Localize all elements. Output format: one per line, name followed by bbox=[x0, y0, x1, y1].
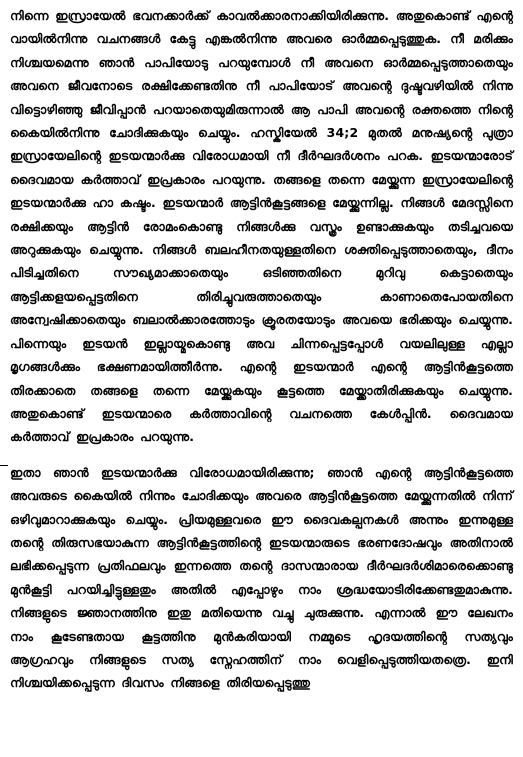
paragraph: നിന്നെ ഇസ്രായേൽ ഭവനക്കാർക്ക് കാവൽക്കാരനാക്കിയിരിക്കുന്നു. അതുകൊണ്ട് എന്റെ വായിൽനിന്നു വചനങ്ങൾ കേട്ടു എങ്കൽനിന്നു അവരെ ഓർമ്മപ്പെടുത്തുക. നീ മരിക്കും നിശ്ചയമെന്നു ഞാൻ പാപിയോടു പറയുമ്പോൾ നീ അവനെ ഓർമ്മപ്പെടുത്താതെയും അവനെ ജീവനോടെ രക്ഷിക്കേണ്ടതിനു നീ പാപിയോട് അവന്റെ ദുഷ്ടവഴിയിൽ നിന്നു വിട്ടൊഴിഞ്ഞു ജീവിപ്പാൻ പറയാതെയുമിരുന്നാൽ ആ പാപി അവന്റെ രക്തത്തെ നിന്റെ കൈയിൽനിന്നു ചോദിക്കുകയും ചെയ്യും. ഹസ്കിയേൽ 34;2 മുതൽ മനുഷ്യന്റെ പുത്രാ ഇസ്രായേലിന്റെ ഇടയന്മാർക്കു വിരോധമായി നീ ദീർഘദർശനം പറക. ഇടയന്മാരോട് ദൈവമായ കർത്താവ് ഇപ്രകാരം പറയുന്നു. തങ്ങളെ തന്നെ മേയ്ക്കുന്ന ഇസ്രായേലിന്റെ ഇടയന്മാർക്കു ഹാ കഷ്ടം. ഇടയന്മാർ ആട്ടിൻകൂട്ടങ്ങളെ മേയ്ക്കുന്നില്ല. നിങ്ങൾ മേദസ്സിനെ രക്ഷിക്കയും ആട്ടിൻ രോമംകൊണ്ടു നിങ്ങൾക്കു വസ്ത്രം ഉണ്ടാക്കുകയും തടിച്ചവയെ അറുക്കുകയും ചെയ്യുന്നു. നിങ്ങൾ ബലഹീനതയുള്ളതിനെ ശക്തിപ്പെടുത്താതെയും, ദീനം പിടിച്ചതിനെ സൗഖ്യമാക്കാതെയും ഒടിഞ്ഞതിനെ മുറിവു കെട്ടാതെയും ആട്ടിക്കളയപ്പെട്ടതിനെ തിരിച്ചുവരുത്താതെയും കാണാതെപോയതിനെ അന്വേഷിക്കാതെയും ബലാൽക്കാരത്തോടും ക്രൂരതയോടും അവയെ ഭരിക്കയും ചെയ്യുന്നു. പിന്നെയും ഇടയൻ ഇല്ലായ്മകൊണ്ടു അവ ചിന്നപ്പെട്ടപ്പോൾ വയലിലുള്ള എല്ലാ മൃഗങ്ങൾക്കും ഭക്ഷണമായിത്തീർന്നു. എന്റെ ഇടയന്മാർ എന്റെ ആട്ടിൻകൂട്ടത്തെ തിരക്കാതെ തങ്ങളെ തന്നെ മേയ്ക്കുകയും കൂട്ടത്തെ മേയ്ക്കാതിരിക്കുകയും ചെയ്യുന്നു. അതുകൊണ്ട് ഇടയന്മാരെ കർത്താവിന്റെ വചനത്തെ കേൾപ്പിൻ. ദൈവമായ കർത്താവ് ഇപ്രകാരം പറയുന്നു. bbox=[10, 8, 513, 445]
paragraph: ഇതാ ഞാൻ ഇടയന്മാർക്കു വിരോധമായിരിക്കുന്നു; ഞാൻ എന്റെ ആട്ടിൻകൂട്ടത്തെ അവരുടെ കൈയിൽ നിന്നും ചോദിക്കയും അവരെ ആട്ടിൻകൂട്ടത്തെ മേയ്ക്കുന്നതിൽ നിന്ന് ഒഴിവുമാറാക്കുകയും ചെയ്യും. പ്രിയമുള്ളവരെ ഈ ദൈവകല്പനകൾ അന്നും ഇന്നുമുള്ള തന്റെ തിരുസഭയാകുന്ന ആട്ടിൻകൂട്ടത്തിന്റെ ഇടയന്മാരുടെ ഭരണദോഷവും അതിനാൽ ലഭിക്കപ്പെടുന്ന പ്രതിഫലവും ഇന്നത്തെ തന്റെ ദാസന്മാരായ ദീർഘദർശിമാരെക്കൊണ്ടു മുൻകൂട്ടി പറയിച്ചിട്ടുള്ളതും അതിൽ എപ്പോഴും നാം ശ്രദ്ധയോടിരിക്കേണ്ടതുമാകുന്നു. നിങ്ങളുടെ ജ്ഞാനത്തിനു ഇതു മതിയെന്നു വച്ചു ചുരുക്കുന്നു. എന്നാൽ ഈ ലേഖനം നാം കൂടേണ്ടതായ കൂട്ടത്തിനു മുൻകരിയായി നമ്മുടെ ഹൃദയത്തിന്റെ സത്യവും ആഗ്രഹവും നിങ്ങളുടെ സത്യ സ്നേഹത്തിന് നാം വെളിപ്പെടുത്തിയതത്രെ. ഇനി നിശ്ചയിക്കപ്പെടുന്ന ദിവസം നിങ്ങളെ തിരിയപ്പെടുത്തു bbox=[10, 464, 513, 691]
margin-mark bbox=[0, 465, 8, 466]
